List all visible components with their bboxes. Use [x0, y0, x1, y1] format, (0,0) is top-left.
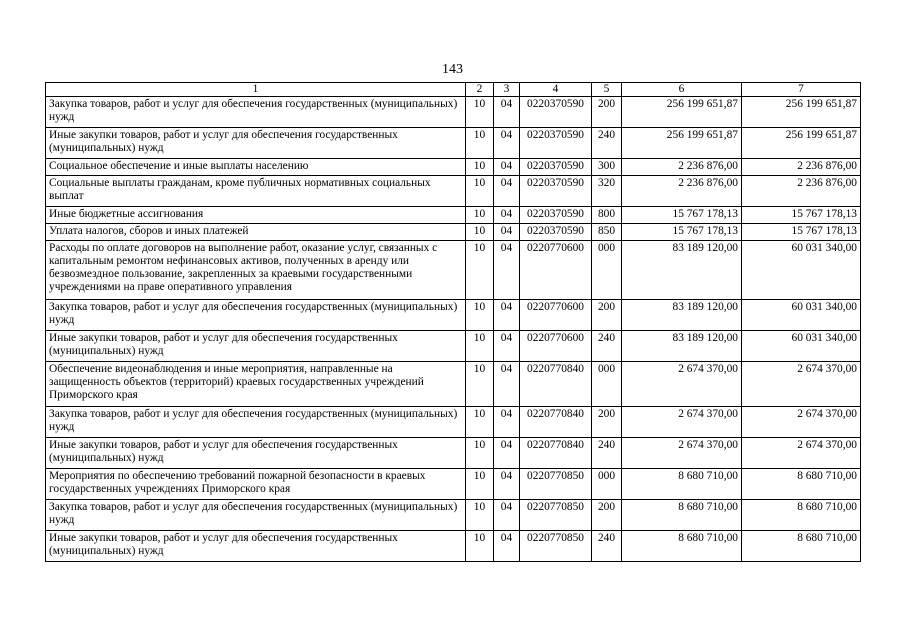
table-row — [46, 224, 861, 241]
table-row — [46, 500, 861, 531]
table-body — [46, 97, 861, 562]
subsection-code-cell: 04 — [494, 407, 520, 438]
expense-type-code-cell: 000 — [592, 469, 622, 500]
expense-type-code-cell: 240 — [592, 531, 622, 562]
section-code-cell: 10 — [466, 500, 494, 531]
amount-col7-cell: 2 674 370,00 — [742, 407, 861, 438]
amount-col7-cell: 2 674 370,00 — [742, 362, 861, 407]
column-header: 7 — [742, 83, 861, 97]
expense-name-cell: Уплата налогов, сборов и иных платежей — [46, 224, 466, 241]
table-row — [46, 531, 861, 562]
expense-type-code-cell: 850 — [592, 224, 622, 241]
table-row — [46, 438, 861, 469]
table-row — [46, 331, 861, 362]
expense-name-cell: Расходы по оплате договоров на выполнение работ, оказание услуг, связанных с капитальным ремонтом нефинансовых активов, полученных в аренду или безвозмездное пользование, закрепленных за краевыми государственными учреждениями на праве оперативного управления — [46, 241, 466, 300]
target-item-code-cell: 0220770850 — [520, 500, 592, 531]
expense-type-code-cell: 000 — [592, 362, 622, 407]
amount-col7-cell: 8 680 710,00 — [742, 531, 861, 562]
expense-type-code-cell: 200 — [592, 97, 622, 128]
table-row — [46, 97, 861, 128]
subsection-code-cell: 04 — [494, 469, 520, 500]
expense-type-code-cell: 200 — [592, 407, 622, 438]
expense-type-code-cell: 320 — [592, 176, 622, 207]
expense-name-cell: Обеспечение видеонаблюдения и иные мероприятия, направленные на защищенность объектов (территорий) краевых государственных учреждений Приморского края — [46, 362, 466, 407]
target-item-code-cell: 0220770850 — [520, 531, 592, 562]
subsection-code-cell: 04 — [494, 207, 520, 224]
expense-name-cell: Иные закупки товаров, работ и услуг для обеспечения государственных (муниципальных) нужд — [46, 128, 466, 159]
target-item-code-cell: 0220370590 — [520, 128, 592, 159]
amount-col6-cell: 83 189 120,00 — [622, 331, 742, 362]
amount-col7-cell: 2 236 876,00 — [742, 176, 861, 207]
amount-col6-cell: 256 199 651,87 — [622, 128, 742, 159]
amount-col7-cell: 2 674 370,00 — [742, 438, 861, 469]
target-item-code-cell: 0220370590 — [520, 207, 592, 224]
table-row — [46, 176, 861, 207]
subsection-code-cell: 04 — [494, 159, 520, 176]
amount-col6-cell: 8 680 710,00 — [622, 531, 742, 562]
subsection-code-cell: 04 — [494, 438, 520, 469]
amount-col6-cell: 2 236 876,00 — [622, 176, 742, 207]
subsection-code-cell: 04 — [494, 97, 520, 128]
expense-name-cell: Закупка товаров, работ и услуг для обеспечения государственных (муниципальных) нужд — [46, 500, 466, 531]
expense-type-code-cell: 240 — [592, 331, 622, 362]
column-header: 2 — [466, 83, 494, 97]
amount-col6-cell: 83 189 120,00 — [622, 300, 742, 331]
amount-col6-cell: 83 189 120,00 — [622, 241, 742, 300]
column-header: 1 — [46, 83, 466, 97]
amount-col7-cell: 60 031 340,00 — [742, 331, 861, 362]
amount-col7-cell: 60 031 340,00 — [742, 300, 861, 331]
table-row — [46, 159, 861, 176]
section-code-cell: 10 — [466, 176, 494, 207]
amount-col6-cell: 15 767 178,13 — [622, 224, 742, 241]
subsection-code-cell: 04 — [494, 300, 520, 331]
amount-col7-cell: 60 031 340,00 — [742, 241, 861, 300]
amount-col7-cell: 8 680 710,00 — [742, 500, 861, 531]
amount-col7-cell: 15 767 178,13 — [742, 224, 861, 241]
subsection-code-cell: 04 — [494, 224, 520, 241]
subsection-code-cell: 04 — [494, 241, 520, 300]
section-code-cell: 10 — [466, 97, 494, 128]
amount-col7-cell: 2 236 876,00 — [742, 159, 861, 176]
section-code-cell: 10 — [466, 438, 494, 469]
table-row — [46, 407, 861, 438]
section-code-cell: 10 — [466, 362, 494, 407]
expense-name-cell: Социальное обеспечение и иные выплаты населению — [46, 159, 466, 176]
section-code-cell: 10 — [466, 241, 494, 300]
page-number: 143 — [442, 62, 463, 77]
target-item-code-cell: 0220770600 — [520, 241, 592, 300]
amount-col7-cell: 15 767 178,13 — [742, 207, 861, 224]
amount-col7-cell: 8 680 710,00 — [742, 469, 861, 500]
table-row — [46, 128, 861, 159]
amount-col6-cell: 2 236 876,00 — [622, 159, 742, 176]
subsection-code-cell: 04 — [494, 176, 520, 207]
expense-name-cell: Закупка товаров, работ и услуг для обеспечения государственных (муниципальных) нужд — [46, 300, 466, 331]
target-item-code-cell: 0220370590 — [520, 224, 592, 241]
target-item-code-cell: 0220370590 — [520, 159, 592, 176]
expense-type-code-cell: 240 — [592, 438, 622, 469]
subsection-code-cell: 04 — [494, 128, 520, 159]
table-row — [46, 362, 861, 407]
target-item-code-cell: 0220770600 — [520, 331, 592, 362]
table-row — [46, 241, 861, 300]
amount-col7-cell: 256 199 651,87 — [742, 128, 861, 159]
amount-col6-cell: 15 767 178,13 — [622, 207, 742, 224]
section-code-cell: 10 — [466, 224, 494, 241]
column-header: 6 — [622, 83, 742, 97]
section-code-cell: 10 — [466, 469, 494, 500]
target-item-code-cell: 0220770840 — [520, 407, 592, 438]
expense-name-cell: Закупка товаров, работ и услуг для обеспечения государственных (муниципальных) нужд — [46, 97, 466, 128]
column-header: 4 — [520, 83, 592, 97]
expense-type-code-cell: 200 — [592, 300, 622, 331]
subsection-code-cell: 04 — [494, 500, 520, 531]
subsection-code-cell: 04 — [494, 531, 520, 562]
subsection-code-cell: 04 — [494, 331, 520, 362]
section-code-cell: 10 — [466, 207, 494, 224]
column-header: 5 — [592, 83, 622, 97]
expense-type-code-cell: 240 — [592, 128, 622, 159]
amount-col6-cell: 256 199 651,87 — [622, 97, 742, 128]
expense-name-cell: Иные закупки товаров, работ и услуг для обеспечения государственных (муниципальных) нужд — [46, 438, 466, 469]
section-code-cell: 10 — [466, 331, 494, 362]
target-item-code-cell: 0220370590 — [520, 176, 592, 207]
section-code-cell: 10 — [466, 300, 494, 331]
expense-type-code-cell: 200 — [592, 500, 622, 531]
expense-type-code-cell: 300 — [592, 159, 622, 176]
amount-col7-cell: 256 199 651,87 — [742, 97, 861, 128]
budget-table — [45, 82, 861, 562]
expense-name-cell: Иные закупки товаров, работ и услуг для обеспечения государственных (муниципальных) нужд — [46, 531, 466, 562]
expense-name-cell: Иные закупки товаров, работ и услуг для обеспечения государственных (муниципальных) нужд — [46, 331, 466, 362]
section-code-cell: 10 — [466, 159, 494, 176]
table-row — [46, 300, 861, 331]
target-item-code-cell: 0220370590 — [520, 97, 592, 128]
table-row — [46, 469, 861, 500]
target-item-code-cell: 0220770850 — [520, 469, 592, 500]
amount-col6-cell: 2 674 370,00 — [622, 438, 742, 469]
table-header-row — [46, 83, 861, 97]
target-item-code-cell: 0220770600 — [520, 300, 592, 331]
expense-name-cell: Мероприятия по обеспечению требований пожарной безопасности в краевых государственных учреждениях Приморского края — [46, 469, 466, 500]
target-item-code-cell: 0220770840 — [520, 438, 592, 469]
amount-col6-cell: 8 680 710,00 — [622, 500, 742, 531]
amount-col6-cell: 8 680 710,00 — [622, 469, 742, 500]
section-code-cell: 10 — [466, 407, 494, 438]
expense-name-cell: Иные бюджетные ассигнования — [46, 207, 466, 224]
section-code-cell: 10 — [466, 128, 494, 159]
expense-name-cell: Социальные выплаты гражданам, кроме публичных нормативных социальных выплат — [46, 176, 466, 207]
target-item-code-cell: 0220770840 — [520, 362, 592, 407]
table-row — [46, 207, 861, 224]
amount-col6-cell: 2 674 370,00 — [622, 362, 742, 407]
expense-type-code-cell: 800 — [592, 207, 622, 224]
expense-type-code-cell: 000 — [592, 241, 622, 300]
section-code-cell: 10 — [466, 531, 494, 562]
expense-name-cell: Закупка товаров, работ и услуг для обеспечения государственных (муниципальных) нужд — [46, 407, 466, 438]
column-header: 3 — [494, 83, 520, 97]
amount-col6-cell: 2 674 370,00 — [622, 407, 742, 438]
subsection-code-cell: 04 — [494, 362, 520, 407]
